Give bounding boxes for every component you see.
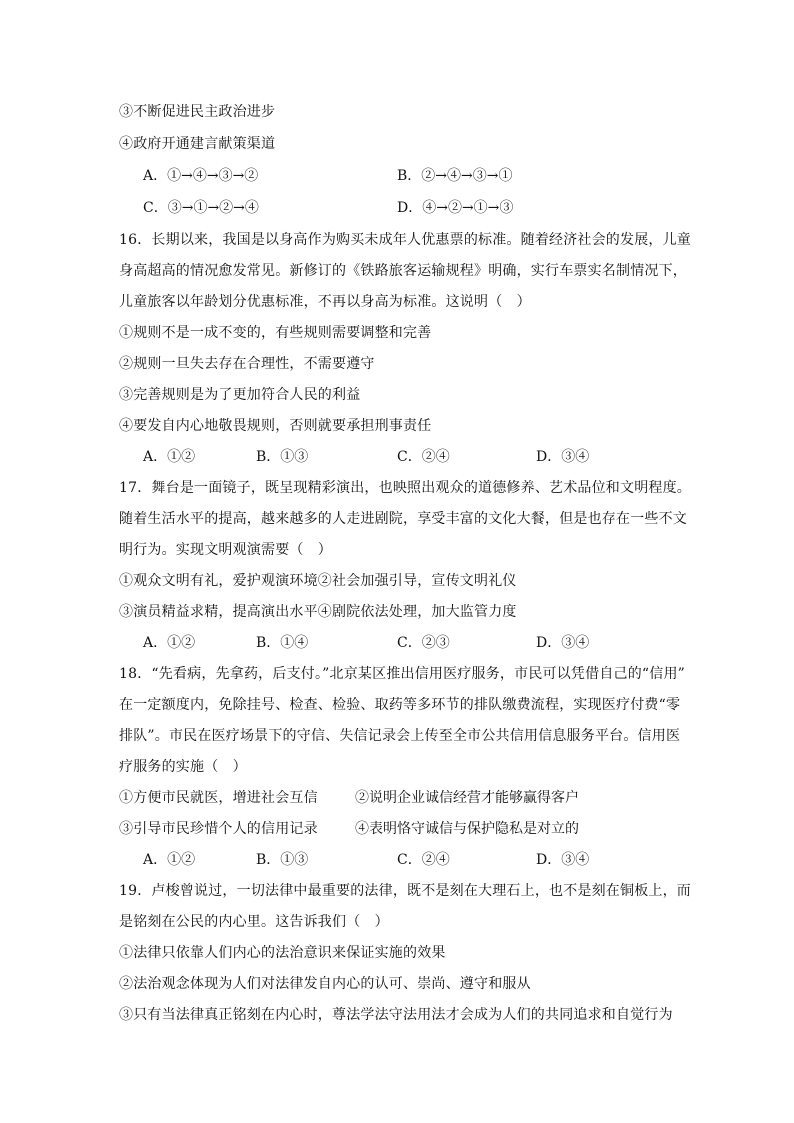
q18-stem-line-3: 排队”。市民在医疗场景下的守信、失信记录会上传至全市公共信用信息服务平台。信用医 — [119, 728, 681, 744]
q17-choice-d: D．③④ — [536, 635, 590, 651]
q19-item-2: ②法治观念体现为人们对法律发自内心的认可、崇尚、遵守和服从 — [119, 976, 531, 992]
q16-item-4: ④要发自内心地敬畏规则，否则就要承担刑事责任 — [119, 418, 432, 434]
q18-choice-a: A．①② — [143, 852, 196, 868]
q19-stem-line-2: 是铭刻在公民的内心里。这告诉我们（ ） — [119, 914, 389, 930]
q18-choice-b: B．①③ — [256, 852, 309, 868]
q16-stem-line-1: 16．长期以来，我国是以身高作为购买未成年人优惠票的标准。随着经济社会的发展，儿童 — [119, 232, 692, 248]
q17-stem-line-3: 明行为。实现文明观演需要（ ） — [119, 542, 332, 558]
q15-item-4: ④政府开通建言献策渠道 — [119, 136, 276, 152]
q18-choice-c: C．②④ — [397, 852, 450, 868]
q19-item-1: ①法律只依靠人们内心的法治意识来保证实施的效果 — [119, 945, 446, 961]
q18-stem-line-2: 在一定额度内，免除挂号、检查、检验、取药等多环节的排队缴费流程，实现医疗付费“零 — [119, 697, 681, 713]
q17-choice-b: B．①④ — [256, 635, 309, 651]
q17-choice-a: A．①② — [143, 635, 196, 651]
q19-item-3: ③只有当法律真正铭刻在内心时，尊法学法守法用法才会成为人们的共同追求和自觉行为 — [119, 1007, 673, 1023]
q18-item-2: ②说明企业诚信经营才能够赢得客户 — [355, 790, 579, 806]
q18-item-1: ①方便市民就医，增进社会互信 — [119, 790, 318, 806]
q15-choice-a: A．①→④→③→② — [143, 168, 259, 184]
q17-item-line-2: ③演员精益求精，提高演出水平④剧院依法处理，加大监管力度 — [119, 604, 517, 620]
q16-choice-c: C．②④ — [397, 449, 450, 465]
q15-item-3: ③不断促进民主政治进步 — [119, 104, 276, 120]
q16-choice-b: B．①③ — [256, 449, 309, 465]
q17-item-line-1: ①观众文明有礼，爱护观演环境②社会加强引导，宣传文明礼仪 — [119, 573, 517, 589]
q18-item-4: ④表明恪守诚信与保护隐私是对立的 — [355, 821, 579, 837]
q16-choice-d: D．③④ — [536, 449, 590, 465]
q15-choice-c: C．③→①→②→④ — [143, 200, 259, 216]
q16-stem-line-3: 儿童旅客以年龄划分优惠标准，不再以身高为标准。这说明（ ） — [119, 294, 531, 310]
q18-stem-line-1: 18．“先看病，先拿药，后支付。”北京某区推出信用医疗服务，市民可以凭借自己的“信用” — [119, 666, 686, 682]
q16-choice-a: A．①② — [143, 449, 196, 465]
q16-stem-line-2: 身高超高的情况愈发常见。新修订的《铁路旅客运输规程》明确，实行车票实名制情况下， — [119, 263, 687, 279]
q19-stem-line-1: 19．卢梭曾说过，一切法律中最重要的法律，既不是刻在大理石上，也不是刻在铜板上，而 — [119, 883, 692, 899]
q18-item-3: ③引导市民珍惜个人的信用记录 — [119, 821, 318, 837]
q17-stem-line-1: 17．舞台是一面镜子，既呈现精彩演出，也映照出观众的道德修养、艺术品位和文明程度。 — [119, 480, 692, 496]
q15-choice-d: D．④→②→①→③ — [397, 200, 514, 216]
q17-stem-line-2: 随着生活水平的提高，越来越多的人走进剧院，享受丰富的文化大餐，但是也存在一些不文 — [119, 511, 687, 527]
q16-item-3: ③完善规则是为了更加符合人民的利益 — [119, 387, 361, 403]
q16-item-2: ②规则一旦失去存在合理性，不需要遵守 — [119, 356, 375, 372]
q18-stem-line-4: 疗服务的实施（ ） — [119, 759, 247, 775]
q17-choice-c: C．②③ — [397, 635, 450, 651]
q18-choice-d: D．③④ — [536, 852, 590, 868]
q15-choice-b: B．②→④→③→① — [397, 168, 513, 184]
q16-item-1: ①规则不是一成不变的，有些规则需要调整和完善 — [119, 325, 432, 341]
